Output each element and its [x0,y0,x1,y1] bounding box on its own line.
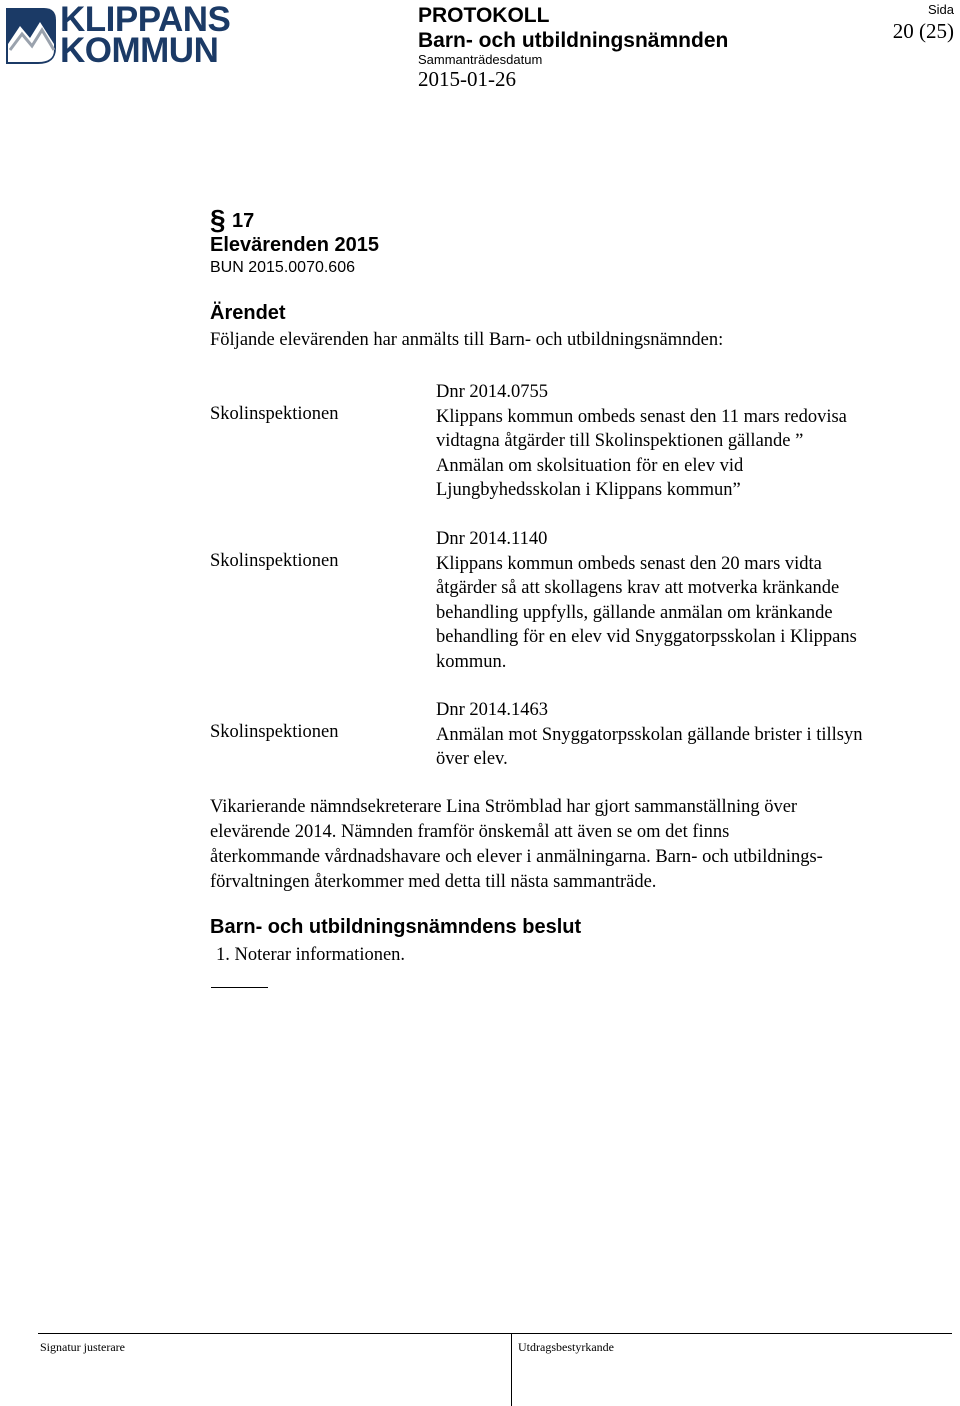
section-title: Elevärenden 2015 [210,234,379,256]
arendet-heading: Ärendet [210,302,286,324]
case-sender: Skolinspektionen [210,722,339,742]
summary-paragraph [210,795,940,895]
extract-certification-label: Utdragsbestyrkande [518,1340,614,1354]
case-sender: Skolinspektionen [210,404,339,424]
case-details [436,698,936,772]
section-number: 17 [232,210,255,232]
end-divider [211,987,268,988]
summary-line: elevärende 2014. Nämnden framför önskemål att även se om det finns [210,822,730,842]
case-dnr: Dnr 2014.1463 [436,700,549,720]
footer-column-divider [511,1333,512,1406]
summary-line: Vikarierande nämndsekreterare Lina Strömblad har gjort sammanställning över [210,797,798,817]
case-line: vidtagna åtgärder till Skolinspektionen gällande ” [436,431,804,451]
case-line: Klippans kommun ombeds senast den 11 mars redovisa [436,406,847,427]
case-line: Klippans kommun ombeds senast den 20 mars vidta [436,553,822,574]
case-line: kommun. [436,651,507,672]
case-dnr: Dnr 2014.0755 [436,382,549,402]
decision-heading: Barn- och utbildningsnämndens beslut [210,916,582,938]
case-line: Ljungbyhedsskolan i Klippans kommun” [436,480,741,500]
klippans-kommun-logo [4,4,60,66]
logo-wordmark [60,0,231,70]
case-line: behandling för en elev vid Snyggatorpsskolan i Klippans [436,627,857,647]
summary-line: återkommande vårdnadshavare och elever i anmälningarna. Barn- och utbildnings- [210,847,823,867]
logo-line-1: KLIPPANS [60,0,231,39]
summary-line: förvaltningen återkommer med detta till nästa sammanträde. [210,872,657,892]
document-type: PROTOKOLL [418,4,550,27]
case-details [436,380,936,503]
page-label: Sida [927,2,954,17]
case-line: Anmälan mot Snyggatorpsskolan gällande brister i tillsyn [436,724,863,745]
decision-item: 1. Noterar informationen. [216,945,406,965]
case-line: över elev. [436,749,508,769]
case-line: Anmälan om skolsituation för en elev vid [436,455,744,476]
page-number: 20 (25) [892,19,954,43]
meeting-date: 2015-01-26 [418,67,516,91]
section-mark: § [210,204,226,235]
logo-line-2: KOMMUN [60,31,219,70]
case-sender: Skolinspektionen [210,551,339,571]
section-dnr: BUN 2015.0070.606 [210,259,355,276]
committee-name: Barn- och utbildningsnämnden [418,29,729,52]
arendet-intro: Följande elevärenden har anmälts till Barn- och utbildningsnämnden: [210,330,724,350]
footer-divider [38,1333,952,1334]
case-details [436,527,936,674]
case-dnr: Dnr 2014.1140 [436,529,548,549]
meeting-date-label: Sammanträdesdatum [418,52,543,67]
signature-label: Signatur justerare [40,1340,125,1354]
case-line: åtgärder så att skollagens krav att motverka kränkande [436,578,840,598]
case-line: behandling uppfylls, gällande anmälan om kränkande [436,602,833,623]
